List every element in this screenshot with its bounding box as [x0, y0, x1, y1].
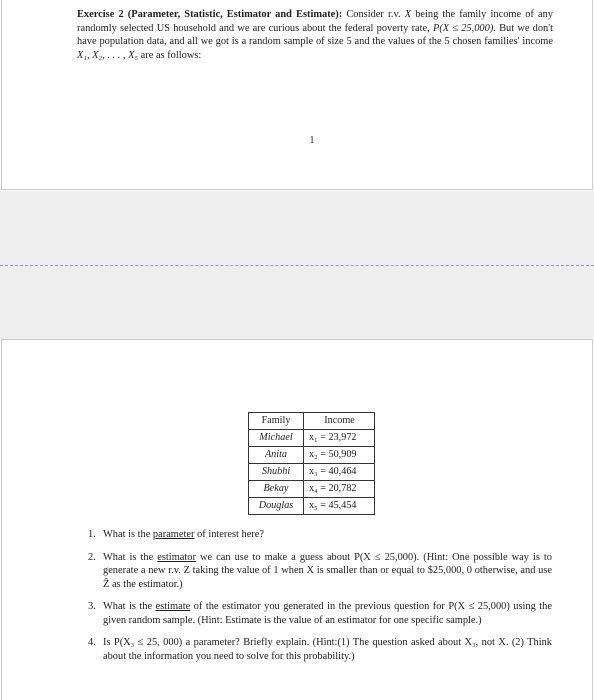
- prob-expression: P(X ≤ 25,000): [432, 22, 494, 34]
- exercise-heading: Exercise 2 (Parameter, Statistic, Estimator and Estimate):: [77, 9, 343, 20]
- table-row: [249, 498, 375, 515]
- var-x: X: [404, 9, 412, 20]
- family-name: Douglas: [249, 498, 304, 515]
- question-text-b: of interest here?: [194, 529, 264, 540]
- family-name: Bekay: [249, 481, 304, 498]
- family-name: Anita: [249, 447, 304, 464]
- intro-text-3: . But we don't have population data, and all we got is a random sample of size 5 and the values of the 5 chosen families' income: [77, 22, 554, 48]
- question-number: 4.: [88, 637, 96, 648]
- question-text-a: Is P(X₃ ≤ 25, 000) a parameter? Briefly explain. (Hint:(1) The question asked about X₃, not X. (2) Think about the information you need to solve for this probability.): [103, 637, 552, 662]
- income-value: x₁ = 23,972: [304, 430, 375, 447]
- intro-text-2: being the family income of any randomly selected US household and we are curious about the federal poverty rate,: [77, 9, 553, 34]
- exercise-intro: [77, 8, 553, 63]
- page-break-line: [0, 265, 594, 266]
- table-row: [249, 430, 375, 447]
- income-value: x₄ = 20,782: [304, 481, 375, 498]
- intro-text-1: Consider r.v.: [342, 9, 405, 20]
- income-value: x₅ = 45,454: [304, 498, 375, 515]
- family-name: Shubhi: [249, 464, 304, 481]
- income-value: x₂ = 50,909: [304, 447, 375, 464]
- page-number: 1: [309, 135, 315, 146]
- table-row: [249, 481, 375, 498]
- question-term: estimator: [157, 551, 196, 563]
- page-1: [1, 0, 593, 190]
- table-row: [249, 447, 375, 464]
- question-item: [80, 600, 552, 627]
- income-value: x₃ = 40,464: [304, 464, 375, 481]
- family-name: Michael: [249, 430, 304, 447]
- table-header-row: [249, 413, 375, 430]
- page-2: [1, 339, 593, 700]
- question-term: parameter: [152, 529, 195, 540]
- question-number: 3.: [88, 601, 96, 612]
- question-item: [80, 551, 552, 592]
- question-term: estimate: [155, 601, 191, 612]
- table-header-income: Income: [304, 413, 375, 430]
- question-text-a: What is the: [103, 551, 158, 563]
- table-row: [249, 464, 375, 481]
- intro-text-4: are as follows:: [138, 50, 202, 62]
- table-header-family: Family: [249, 413, 304, 430]
- question-text-b: of the estimator you generated in the previous question for P(X ≤ 25,000) using the given random sample. (Hint: Estimate is the value of an estimator for one specific sample.): [103, 601, 552, 626]
- question-number: 1.: [88, 529, 96, 540]
- question-item: [80, 636, 552, 663]
- question-text-a: What is the: [103, 601, 156, 612]
- question-number: 2.: [88, 551, 96, 563]
- question-item: [80, 528, 552, 542]
- question-list: [80, 528, 552, 672]
- question-text-b: we can use to make a guess about P(X ≤ 25,000). (Hint: One possible way is to generate a new r.v. Z taking the value of 1 when X is smaller than or equal to $25,000, 0 otherwise, and use Ẑ as the estimator.): [103, 551, 553, 590]
- question-text-a: What is the: [103, 529, 153, 540]
- sample-variables: X₁, X₂, . . . , X₅: [77, 50, 139, 62]
- income-table: [248, 412, 375, 515]
